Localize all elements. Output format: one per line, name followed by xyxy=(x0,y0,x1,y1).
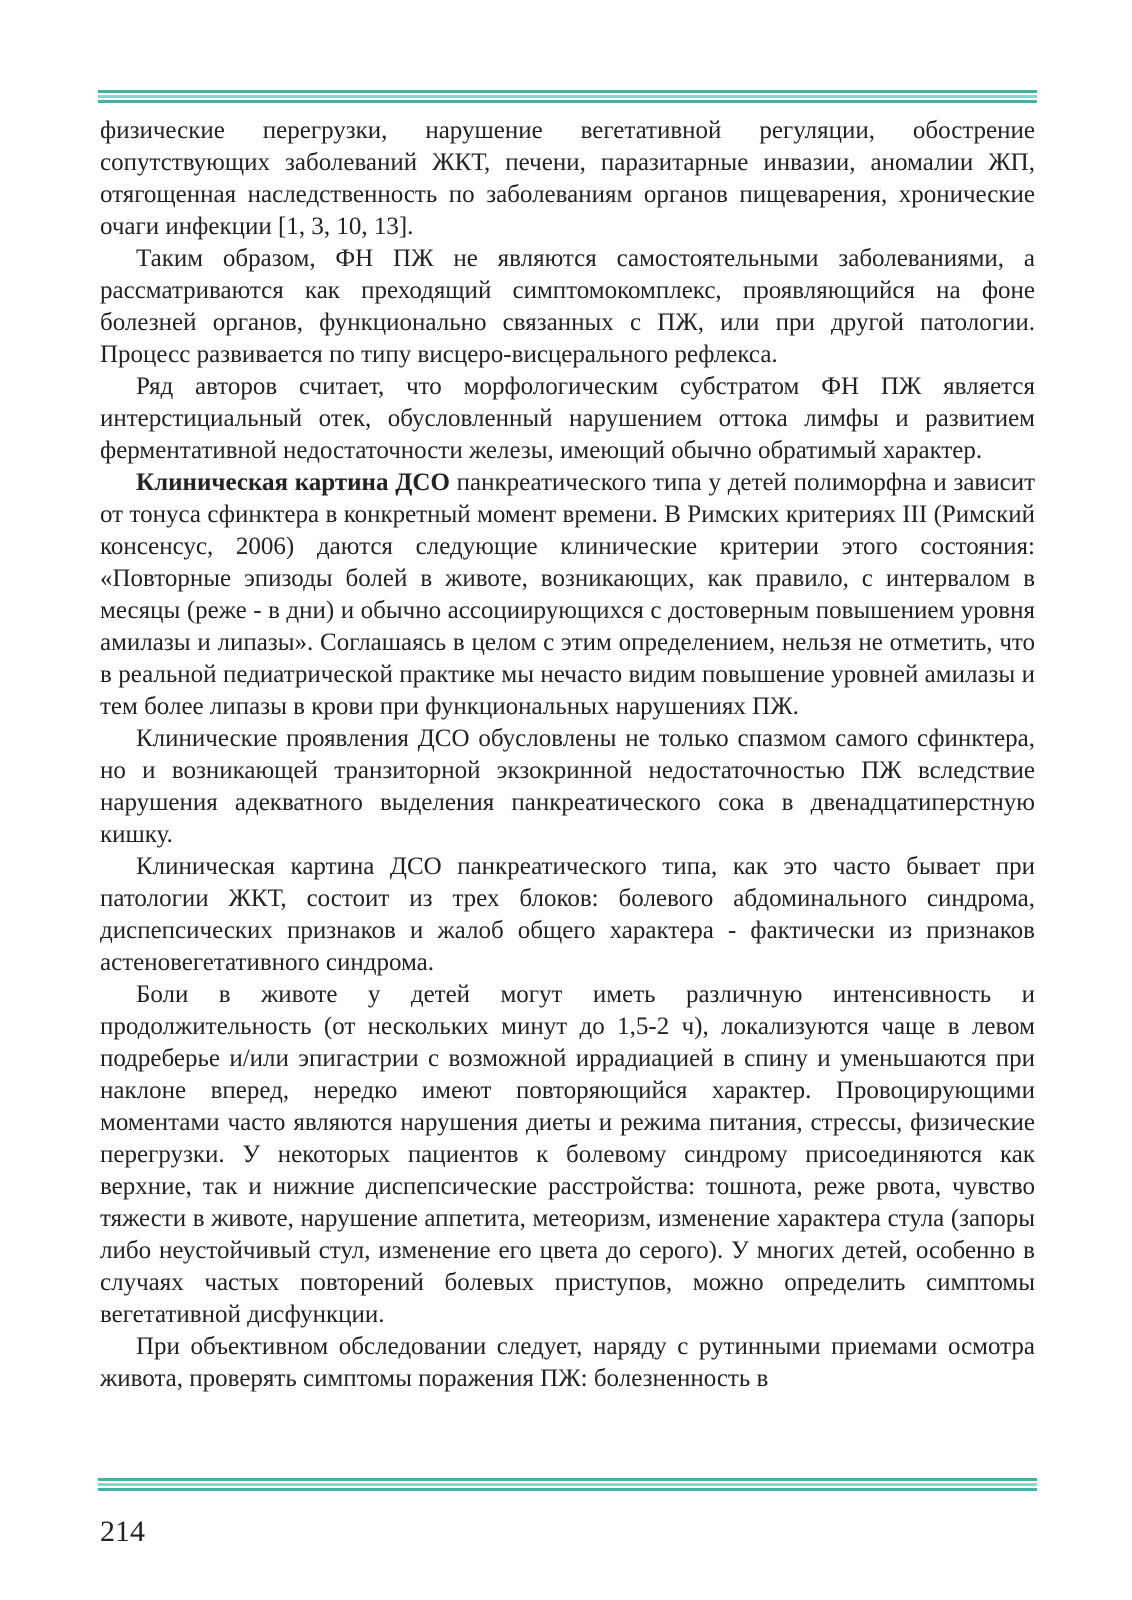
paragraph-4 xyxy=(100,467,1035,723)
paragraph-1-text: физические перегрузки, нарушение вегетативной регуляции, обострение сопутствующих заболеваний ЖКТ, печени, паразитарные инвазии, аномалии ЖП, отягощенная наследственность по заболеваниям органов пищеварения, хронические очаги инфекции [1, 3, 10, 13]. xyxy=(100,117,1035,240)
paragraph-4-text: панкреатического типа у детей полиморфна и зависит от тонуса сфинктера в конкретный момент времени. В Римских критериях III (Римский консенсус, 2006) даются следующие клинические критерии этого состояния: «Повторные эпизоды болей в животе, возникающих, как правило, с интервалом в месяцы (реже - в дни) и обычно ассоциирующихся с достоверным повышением уровня амилазы и липазы». Соглашаясь в целом с этим определением, нельзя не отметить, что в реальной педиатрической практике мы нечасто видим повышение уровней амилазы и тем более липазы в крови при функциональных нарушениях ПЖ. xyxy=(100,469,1035,720)
paragraph-6-text: Клиническая картина ДСО панкреатического типа, как это часто бывает при патологии ЖКТ, состоит из трех блоков: болевого абдоминального синдрома, диспепсических признаков и жалоб общего характера - фактически из признаков астеновегетативного синдрома. xyxy=(100,853,1035,976)
body-text xyxy=(100,115,1035,1395)
paragraph-4-heading: Клиническая картина ДСО xyxy=(136,469,450,496)
paragraph-8 xyxy=(100,1331,1035,1395)
header-rule xyxy=(98,90,1037,105)
paragraph-8-text: При объективном обследовании следует, наряду с рутинными приемами осмотра живота, проверять симптомы поражения ПЖ: болезненность в xyxy=(100,1333,1035,1392)
page-number: 214 xyxy=(100,1515,145,1548)
paragraph-2 xyxy=(100,243,1035,371)
paragraph-7-text: Боли в животе у детей могут иметь различную интенсивность и продолжительность (от нескольких минут до 1,5-2 ч), локализуются чаще в левом подреберье и/или эпигастрии с возможной иррадиацией в спину и уменьшаются при наклоне вперед, нередко имеют повторяющийся характер. Провоцирующими моментами часто являются нарушения диеты и режима питания, стрессы, физические перегрузки. У некоторых пациентов к болевому синдрому присоединяются как верхние, так и нижние диспепсические расстройства: тошнота, реже рвота, чувство тяжести в животе, нарушение аппетита, метеоризм, изменение характера стула (запоры либо неустойчивый стул, изменение его цвета до серого). У многих детей, особенно в случаях частых повторений болевых приступов, можно определить симптомы вегетативной дисфункции. xyxy=(100,981,1035,1328)
paragraph-3 xyxy=(100,371,1035,467)
paragraph-1 xyxy=(100,115,1035,243)
header-rule-band-1 xyxy=(98,90,1037,93)
paragraph-6 xyxy=(100,851,1035,979)
footer-rule-band-1 xyxy=(98,1478,1037,1481)
footer-rule-band-2 xyxy=(98,1483,1037,1486)
header-rule-band-2 xyxy=(98,95,1037,98)
paragraph-5-text: Клинические проявления ДСО обусловлены не только спазмом самого сфинктера, но и возникающей транзиторной экзокринной недостаточностью ПЖ вследствие нарушения адекватного выделения панкреатического сока в двенадцатиперстную кишку. xyxy=(100,725,1035,848)
paragraph-7 xyxy=(100,979,1035,1331)
paragraph-3-text: Ряд авторов считает, что морфологическим субстратом ФН ПЖ является интерстициальный отек, обусловленный нарушением оттока лимфы и развитием ферментативной недостаточности железы, имеющий обычно обратимый характер. xyxy=(100,373,1035,464)
footer-rule-band-3 xyxy=(98,1488,1037,1491)
footer-rule xyxy=(98,1478,1037,1493)
header-rule-band-3 xyxy=(98,100,1037,103)
paragraph-5 xyxy=(100,723,1035,851)
paragraph-2-text: Таким образом, ФН ПЖ не являются самостоятельными заболеваниями, а рассматриваются как преходящий симптомокомплекс, проявляющийся на фоне болезней органов, функционально связанных с ПЖ, или при другой патологии. Процесс развивается по типу висцеро-висцерального рефлекса. xyxy=(100,245,1035,368)
